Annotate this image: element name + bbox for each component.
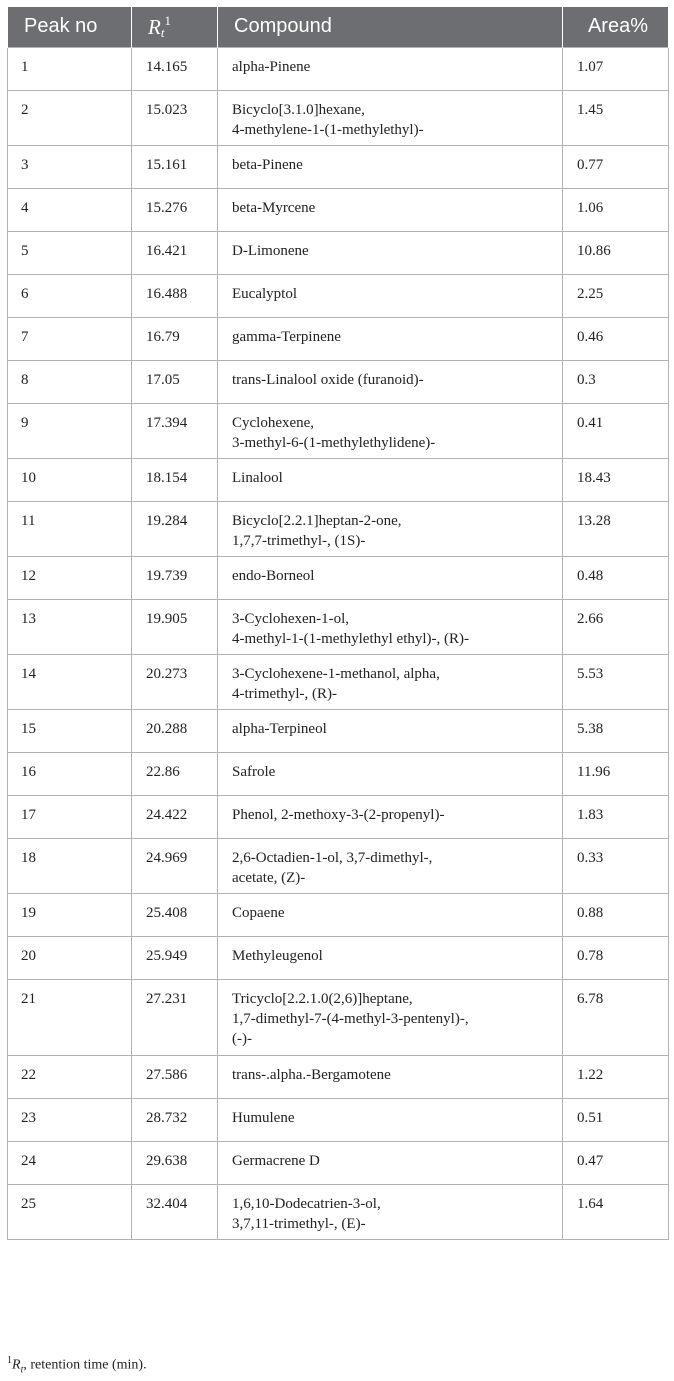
area-percent-cell: 1.45 — [563, 90, 669, 145]
peak-no-cell: 1 — [8, 47, 132, 90]
peak-no-cell: 9 — [8, 403, 132, 458]
compound-name-line: beta-Myrcene — [232, 199, 316, 216]
peak-no-cell: 14 — [8, 654, 132, 709]
compound-name-line: Germacrene D — [232, 1152, 320, 1169]
compound-cell — [218, 1184, 563, 1239]
table-row — [8, 838, 669, 893]
area-percent-cell: 1.83 — [563, 795, 669, 838]
footnote-subscript: t — [20, 1364, 24, 1376]
compound-name-line: 1,7-dimethyl-7-(4-methyl-3-pentenyl)-, — [232, 1010, 469, 1027]
peak-no-cell: 12 — [8, 556, 132, 599]
compound-name-line: Bicyclo[3.1.0]hexane, — [232, 101, 365, 118]
compound-name-line: 4-trimethyl-, (R)- — [232, 685, 337, 702]
compound-cell — [218, 709, 563, 752]
compound-name-line: 3-methyl-6-(1-methylethylidene)- — [232, 434, 436, 451]
retention-time-cell: 25.408 — [132, 893, 218, 936]
area-percent-cell: 0.47 — [563, 1141, 669, 1184]
table-row — [8, 360, 669, 403]
footnote-symbol: R — [12, 1357, 21, 1373]
compound-name-line: 3-Cyclohexene-1-methanol, alpha, — [232, 665, 440, 682]
table-row — [8, 90, 669, 145]
compound-cell — [218, 936, 563, 979]
compound-name-line: 3,7,11-trimethyl-, (E)- — [232, 1215, 366, 1232]
retention-time-cell: 28.732 — [132, 1098, 218, 1141]
area-percent-cell: 1.07 — [563, 47, 669, 90]
retention-time-cell: 14.165 — [132, 47, 218, 90]
rt-symbol: R — [148, 14, 161, 39]
compound-cell — [218, 795, 563, 838]
area-percent-cell: 2.25 — [563, 274, 669, 317]
compound-cell — [218, 654, 563, 709]
rt-footnote-marker: 1 — [164, 12, 171, 28]
compound-cell — [218, 752, 563, 795]
table-row — [8, 599, 669, 654]
table-footnote — [7, 1355, 147, 1375]
footnote-text: , retention time (min). — [23, 1357, 147, 1373]
area-percent-cell: 1.22 — [563, 1055, 669, 1098]
retention-time-cell: 24.969 — [132, 838, 218, 893]
compound-cell — [218, 47, 563, 90]
compound-cell — [218, 274, 563, 317]
retention-time-cell: 18.154 — [132, 458, 218, 501]
compound-name-line: Copaene — [232, 904, 285, 921]
table-row — [8, 752, 669, 795]
compound-name-line: trans-.alpha.-Bergamotene — [232, 1066, 391, 1083]
footnote-marker: 1 — [7, 1355, 12, 1366]
peak-no-cell: 6 — [8, 274, 132, 317]
area-percent-cell: 1.06 — [563, 188, 669, 231]
header-compound: Compound — [218, 7, 563, 47]
area-percent-cell: 0.46 — [563, 317, 669, 360]
table-row — [8, 188, 669, 231]
area-percent-cell: 1.64 — [563, 1184, 669, 1239]
compound-cell — [218, 501, 563, 556]
compound-cell — [218, 403, 563, 458]
compound-name-line: Humulene — [232, 1109, 295, 1126]
table-row — [8, 795, 669, 838]
header-retention-time — [132, 7, 218, 47]
area-percent-cell: 18.43 — [563, 458, 669, 501]
compound-name-line: Safrole — [232, 763, 276, 780]
table-row — [8, 1141, 669, 1184]
compound-cell — [218, 90, 563, 145]
compound-name-line: beta-Pinene — [232, 156, 303, 173]
area-percent-cell: 0.51 — [563, 1098, 669, 1141]
compound-name-line: Bicyclo[2.2.1]heptan-2-one, — [232, 512, 402, 529]
peak-no-cell: 8 — [8, 360, 132, 403]
table-row — [8, 1055, 669, 1098]
retention-time-cell: 24.422 — [132, 795, 218, 838]
retention-time-cell: 17.05 — [132, 360, 218, 403]
compound-name-line: alpha-Pinene — [232, 58, 311, 75]
area-percent-cell: 0.41 — [563, 403, 669, 458]
retention-time-cell: 16.79 — [132, 317, 218, 360]
peak-no-cell: 19 — [8, 893, 132, 936]
compound-name-line: (-)- — [232, 1030, 252, 1047]
compound-name-line: Eucalyptol — [232, 285, 297, 302]
table-row — [8, 231, 669, 274]
compound-name-line: acetate, (Z)- — [232, 869, 306, 886]
peak-no-cell: 23 — [8, 1098, 132, 1141]
peak-no-cell: 11 — [8, 501, 132, 556]
peak-no-cell: 7 — [8, 317, 132, 360]
compound-name-line: Tricyclo[2.2.1.0(2,6)]heptane, — [232, 990, 413, 1007]
retention-time-cell: 20.288 — [132, 709, 218, 752]
table-row — [8, 1184, 669, 1239]
compound-cell — [218, 1098, 563, 1141]
area-percent-cell: 0.77 — [563, 145, 669, 188]
compound-cell — [218, 556, 563, 599]
peak-no-cell: 16 — [8, 752, 132, 795]
compound-cell — [218, 145, 563, 188]
peak-no-cell: 5 — [8, 231, 132, 274]
retention-time-cell: 19.739 — [132, 556, 218, 599]
peak-no-cell: 4 — [8, 188, 132, 231]
area-percent-cell: 13.28 — [563, 501, 669, 556]
peak-no-cell: 25 — [8, 1184, 132, 1239]
table-row — [8, 274, 669, 317]
compound-cell — [218, 838, 563, 893]
compound-cell — [218, 893, 563, 936]
table-body — [8, 47, 669, 1239]
peak-no-cell: 3 — [8, 145, 132, 188]
area-percent-cell: 0.78 — [563, 936, 669, 979]
retention-time-cell: 15.276 — [132, 188, 218, 231]
compound-name-line: 1,7,7-trimethyl-, (1S)- — [232, 532, 366, 549]
table-row — [8, 893, 669, 936]
table-row — [8, 317, 669, 360]
area-percent-cell: 0.88 — [563, 893, 669, 936]
header-peak-no: Peak no — [8, 7, 132, 47]
compound-name-line: trans-Linalool oxide (furanoid)- — [232, 371, 424, 388]
compound-cell — [218, 360, 563, 403]
compound-name-line: 1,6,10-Dodecatrien-3-ol, — [232, 1195, 381, 1212]
compound-cell — [218, 231, 563, 274]
compound-cell — [218, 1055, 563, 1098]
compound-name-line: D-Limonene — [232, 242, 309, 259]
peak-no-cell: 17 — [8, 795, 132, 838]
retention-time-cell: 29.638 — [132, 1141, 218, 1184]
retention-time-cell: 16.421 — [132, 231, 218, 274]
area-percent-cell: 10.86 — [563, 231, 669, 274]
compound-cell — [218, 1141, 563, 1184]
retention-time-cell: 32.404 — [132, 1184, 218, 1239]
peak-no-cell: 18 — [8, 838, 132, 893]
retention-time-cell: 15.161 — [132, 145, 218, 188]
compound-cell — [218, 458, 563, 501]
compound-name-line: 4-methyl-1-(1-methylethyl ethyl)-, (R)- — [232, 630, 470, 647]
compound-name-line: Phenol, 2-methoxy-3-(2-propenyl)- — [232, 806, 445, 823]
compound-cell — [218, 188, 563, 231]
table-header — [8, 7, 669, 47]
table-row — [8, 979, 669, 1055]
retention-time-cell: 19.284 — [132, 501, 218, 556]
peak-no-cell: 15 — [8, 709, 132, 752]
table-row — [8, 145, 669, 188]
table-row — [8, 1098, 669, 1141]
peak-no-cell: 20 — [8, 936, 132, 979]
area-percent-cell: 0.3 — [563, 360, 669, 403]
area-percent-cell: 0.33 — [563, 838, 669, 893]
retention-time-cell: 25.949 — [132, 936, 218, 979]
table-row — [8, 458, 669, 501]
area-percent-cell: 11.96 — [563, 752, 669, 795]
retention-time-cell: 27.231 — [132, 979, 218, 1055]
area-percent-cell: 0.48 — [563, 556, 669, 599]
retention-time-cell: 20.273 — [132, 654, 218, 709]
compound-cell — [218, 979, 563, 1055]
compound-name-line: 3-Cyclohexen-1-ol, — [232, 610, 350, 627]
peak-no-cell: 10 — [8, 458, 132, 501]
area-percent-cell: 2.66 — [563, 599, 669, 654]
table-row — [8, 936, 669, 979]
retention-time-cell: 16.488 — [132, 274, 218, 317]
table-row — [8, 654, 669, 709]
table-row — [8, 709, 669, 752]
table-row — [8, 556, 669, 599]
peak-no-cell: 2 — [8, 90, 132, 145]
retention-time-cell: 19.905 — [132, 599, 218, 654]
retention-time-cell: 17.394 — [132, 403, 218, 458]
header-area: Area% — [563, 7, 669, 47]
compound-table — [7, 7, 669, 1240]
table-row — [8, 501, 669, 556]
table-row — [8, 47, 669, 90]
peak-no-cell: 13 — [8, 599, 132, 654]
area-percent-cell: 5.53 — [563, 654, 669, 709]
peak-no-cell: 21 — [8, 979, 132, 1055]
area-percent-cell: 6.78 — [563, 979, 669, 1055]
peak-no-cell: 24 — [8, 1141, 132, 1184]
compound-cell — [218, 599, 563, 654]
compound-name-line: Cyclohexene, — [232, 414, 315, 431]
area-percent-cell: 5.38 — [563, 709, 669, 752]
compound-name-line: Methyleugenol — [232, 947, 323, 964]
table-row — [8, 403, 669, 458]
compound-cell — [218, 317, 563, 360]
peak-no-cell: 22 — [8, 1055, 132, 1098]
compound-name-line: 4-methylene-1-(1-methylethyl)- — [232, 121, 424, 138]
retention-time-cell: 27.586 — [132, 1055, 218, 1098]
rt-subscript: t — [160, 24, 165, 40]
compound-name-line: 2,6-Octadien-1-ol, 3,7-dimethyl-, — [232, 849, 433, 866]
compound-name-line: alpha-Terpineol — [232, 720, 327, 737]
retention-time-cell: 22.86 — [132, 752, 218, 795]
retention-time-cell: 15.023 — [132, 90, 218, 145]
compound-name-line: endo-Borneol — [232, 567, 315, 584]
compound-name-line: Linalool — [232, 469, 283, 486]
compound-name-line: gamma-Terpinene — [232, 328, 341, 345]
